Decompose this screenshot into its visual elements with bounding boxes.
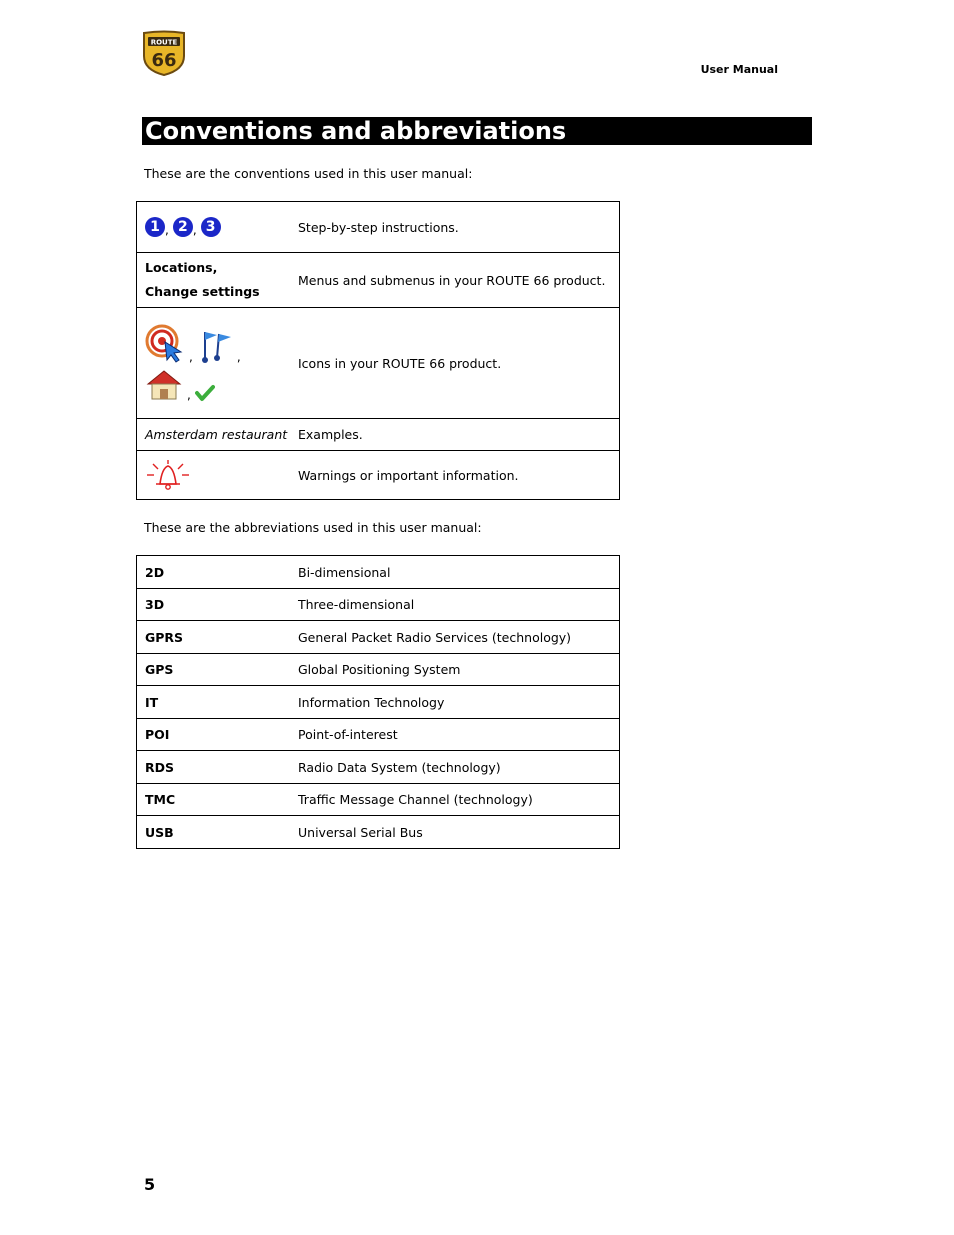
conventions-cell-description: Icons in your ROUTE 66 product. xyxy=(290,308,620,419)
table-row xyxy=(137,419,620,451)
conventions-cell-left: 1 , 2 , 3 xyxy=(137,202,291,253)
meaning-cell: General Packet Radio Services (technology) xyxy=(290,621,620,654)
conventions-cell-left xyxy=(137,451,291,500)
meaning-cell: Three-dimensional xyxy=(290,589,620,621)
logo-text: ROUTE xyxy=(150,38,178,47)
abbr-cell: IT xyxy=(137,686,291,719)
menu-example-1: Locations, xyxy=(145,260,218,275)
meaning-cell: Universal Serial Bus xyxy=(290,816,620,849)
conventions-cell-left: , , , xyxy=(137,308,291,419)
table-row xyxy=(137,589,620,621)
table-row xyxy=(137,202,620,253)
table-row xyxy=(137,751,620,784)
abbr-cell: GPS xyxy=(137,654,291,686)
menu-example-2: Change settings xyxy=(145,284,260,299)
alarm-bell-icon xyxy=(145,458,290,492)
abbr-cell: 2D xyxy=(137,556,291,589)
route66-logo xyxy=(140,30,188,76)
table-row xyxy=(137,816,620,849)
abbr-cell: GPRS xyxy=(137,621,291,654)
checkmark-icon xyxy=(195,384,215,402)
meaning-cell: Point-of-interest xyxy=(290,719,620,751)
abbr-cell: RDS xyxy=(137,751,291,784)
table-row xyxy=(137,784,620,816)
meaning-cell: Traffic Message Channel (technology) xyxy=(290,784,620,816)
table-row xyxy=(137,253,620,308)
circled-number-3-icon: 3 xyxy=(201,217,221,237)
conventions-cell-description: Warnings or important information. xyxy=(290,451,620,500)
meaning-cell: Bi-dimensional xyxy=(290,556,620,589)
table-row xyxy=(137,719,620,751)
circled-number-1-icon: 1 xyxy=(145,217,165,237)
page-title: Conventions and abbreviations xyxy=(142,117,812,145)
conventions-cell-description: Menus and submenus in your ROUTE 66 product. xyxy=(290,253,620,308)
abbr-cell: TMC xyxy=(137,784,291,816)
logo-number: 66 xyxy=(151,50,177,71)
table-row xyxy=(137,556,620,589)
abbreviations-intro: These are the abbreviations used in this user manual: xyxy=(144,520,482,535)
conventions-cell-left xyxy=(137,253,291,308)
abbreviations-table xyxy=(136,555,620,849)
abbr-cell: USB xyxy=(137,816,291,849)
circled-number-2-icon: 2 xyxy=(173,217,193,237)
abbr-cell: POI xyxy=(137,719,291,751)
meaning-cell: Global Positioning System xyxy=(290,654,620,686)
conventions-table xyxy=(136,201,620,500)
abbr-cell: 3D xyxy=(137,589,291,621)
meaning-cell: Information Technology xyxy=(290,686,620,719)
conventions-cell-description: Examples. xyxy=(290,419,620,451)
table-row xyxy=(137,686,620,719)
flags-icon xyxy=(197,328,233,364)
table-row xyxy=(137,621,620,654)
page-number: 5 xyxy=(144,1175,156,1194)
table-row xyxy=(137,451,620,500)
table-row xyxy=(137,308,620,419)
target-cursor-icon xyxy=(145,324,185,364)
doc-label: User Manual xyxy=(700,63,778,76)
example-cell: Amsterdam restaurant xyxy=(137,419,291,451)
home-icon xyxy=(145,368,183,402)
meaning-cell: Radio Data System (technology) xyxy=(290,751,620,784)
conventions-cell-description: Step-by-step instructions. xyxy=(290,202,620,253)
table-row xyxy=(137,654,620,686)
conventions-intro: These are the conventions used in this user manual: xyxy=(144,166,473,181)
